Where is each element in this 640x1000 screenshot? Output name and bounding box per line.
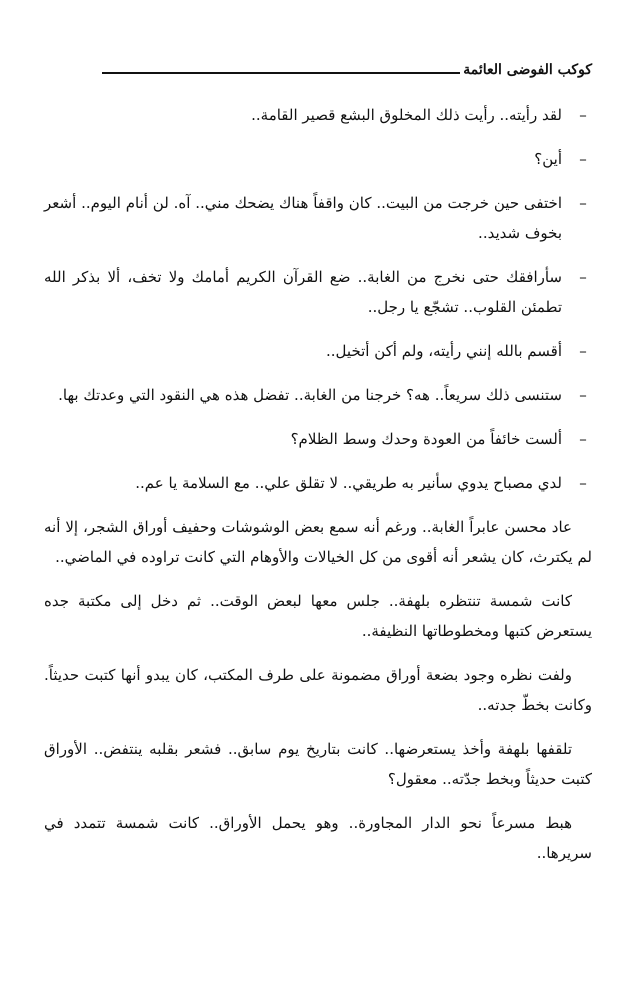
dialogue-line <box>44 468 592 498</box>
running-title: كوكب الفوضى العائمة <box>463 62 592 78</box>
dialogue-text: اختفى حين خرجت من البيت.. كان واقفاً هناك يضحك مني.. آه. لن أنام اليوم.. أشعر بخوف شديد.. <box>44 194 562 242</box>
dialogue-text: أين؟ <box>534 150 562 168</box>
dialogue-line <box>44 424 592 454</box>
dialogue-dash: – <box>579 106 587 124</box>
dialogue-dash: – <box>579 268 587 286</box>
dialogue-text: سأرافقك حتى نخرج من الغابة.. ضع القرآن الكريم أمامك ولا تخف، ألا بذكر الله تطمئن القلوب.. تشجّع يا رجل.. <box>44 268 562 316</box>
dialogue-line <box>44 144 592 174</box>
dialogue-text: ستنسى ذلك سريعاً.. هه؟ خرجنا من الغابة.. تفضل هذه هي النقود التي وعدتك بها. <box>58 386 562 404</box>
dialogue-dash: – <box>579 430 587 448</box>
narrative-paragraph: تلقفها بلهفة وأخذ يستعرضها.. كانت بتاريخ يوم سابق.. فشعر بقلبه ينتفض.. الأوراق كتبت حديثاً وبخط جدّته.. معقول؟ <box>44 740 592 788</box>
narrative-paragraph: كانت شمسة تنتظره بلهفة.. جلس معها لبعض الوقت.. ثم دخل إلى مكتبة جده يستعرض كتبها ومخطوطاتها النظيفة.. <box>44 592 592 640</box>
dialogue-dash: – <box>579 150 587 168</box>
dialogue-line <box>44 336 592 366</box>
narrative-paragraph: ولفت نظره وجود بضعة أوراق مضمونة على طرف المكتب، كان يبدو أنها كتبت حديثاً. وكانت بخطّ جدته.. <box>44 666 592 714</box>
header-rule <box>102 72 460 74</box>
dialogue-text: لقد رأيته.. رأيت ذلك المخلوق البشع قصير القامة.. <box>251 106 562 124</box>
dialogue-text: لدي مصباح يدوي سأنير به طريقي.. لا تقلق علي.. مع السلامة يا عم.. <box>135 474 562 492</box>
dialogue-dash: – <box>579 342 587 360</box>
page-header <box>44 0 592 100</box>
dialogue-dash: – <box>579 474 587 492</box>
narrative-paragraph: عاد محسن عابراً الغابة.. ورغم أنه سمع بعض الوشوشات وحفيف أوراق الشجر، إلا أنه لم يكترث، كان يشعر أنه أقوى من كل الخيالات والأوهام التي كانت تراوده في الماضي.. <box>44 518 592 566</box>
dialogue-dash: – <box>579 386 587 404</box>
page-content <box>44 100 592 868</box>
dialogue-line <box>44 262 592 322</box>
dialogue-text: أقسم بالله إنني رأيته، ولم أكن أتخيل.. <box>326 342 562 360</box>
dialogue-line <box>44 100 592 130</box>
dialogue-dash: – <box>579 194 587 212</box>
narrative-paragraph: هبط مسرعاً نحو الدار المجاورة.. وهو يحمل الأوراق.. كانت شمسة تتمدد في سريرها.. <box>44 814 592 862</box>
dialogue-line <box>44 188 592 248</box>
dialogue-text: ألست خائفاً من العودة وحدك وسط الظلام؟ <box>290 430 562 448</box>
dialogue-line <box>44 380 592 410</box>
